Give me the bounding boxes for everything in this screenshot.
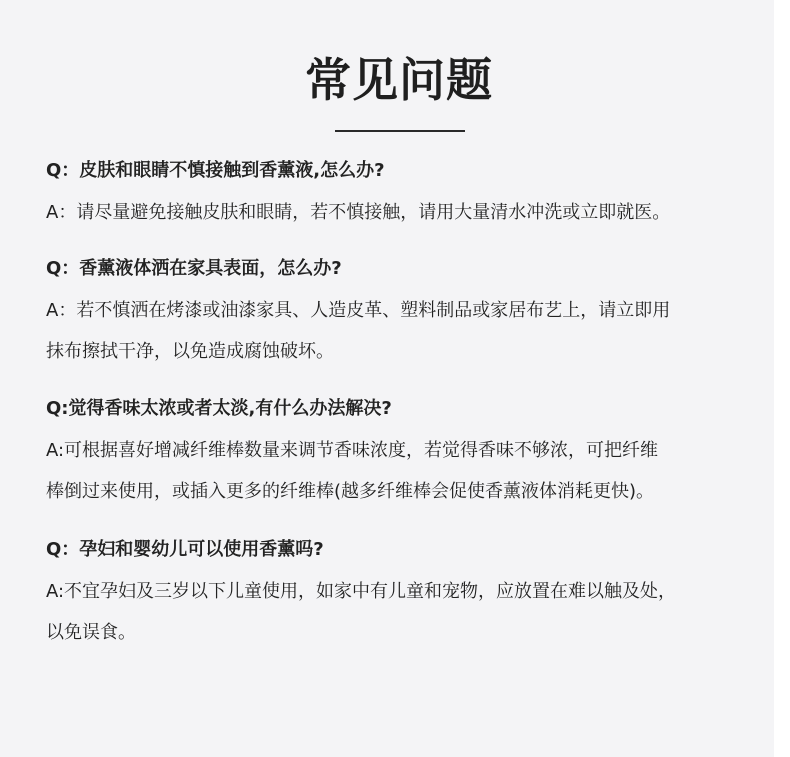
faq-list: [46, 149, 766, 669]
faq-question: Q：香薰液体洒在家具表面，怎么办?: [46, 258, 342, 279]
faq-answer-line: 抹布擦拭干净，以免造成腐蚀破坏。: [46, 341, 334, 362]
faq-item: [46, 528, 766, 653]
faq-answer-line: A：若不慎洒在烤漆或油漆家具、人造皮革、塑料制品或家居布艺上，请立即用: [46, 300, 671, 321]
faq-item: [46, 247, 766, 372]
faq-answer-line: 棒倒过来使用，或插入更多的纤维棒(越多纤维棒会促使香薰液体消耗更快)。: [46, 481, 655, 502]
page-title: 常见问题: [305, 53, 493, 107]
faq-answer-line: A:可根据喜好增减纤维棒数量来调节香味浓度，若觉得香味不够浓，可把纤维: [46, 440, 659, 461]
faq-item: [46, 149, 766, 233]
title-divider: [335, 130, 465, 132]
faq-answer-line: 以免误食。: [46, 622, 136, 643]
faq-question: Q：孕妇和婴幼儿可以使用香薰吗?: [46, 539, 324, 560]
faq-item: [46, 387, 766, 512]
faq-question: Q:觉得香味太浓或者太淡,有什么办法解决?: [46, 398, 392, 419]
faq-answer-line: A：请尽量避免接触皮肤和眼睛，若不慎接触，请用大量清水冲洗或立即就医。: [46, 202, 671, 223]
faq-answer-line: A:不宜孕妇及三岁以下儿童使用，如家中有儿童和宠物，应放置在难以触及处，: [46, 581, 677, 602]
faq-question: Q：皮肤和眼睛不慎接触到香薰液,怎么办?: [46, 160, 385, 181]
